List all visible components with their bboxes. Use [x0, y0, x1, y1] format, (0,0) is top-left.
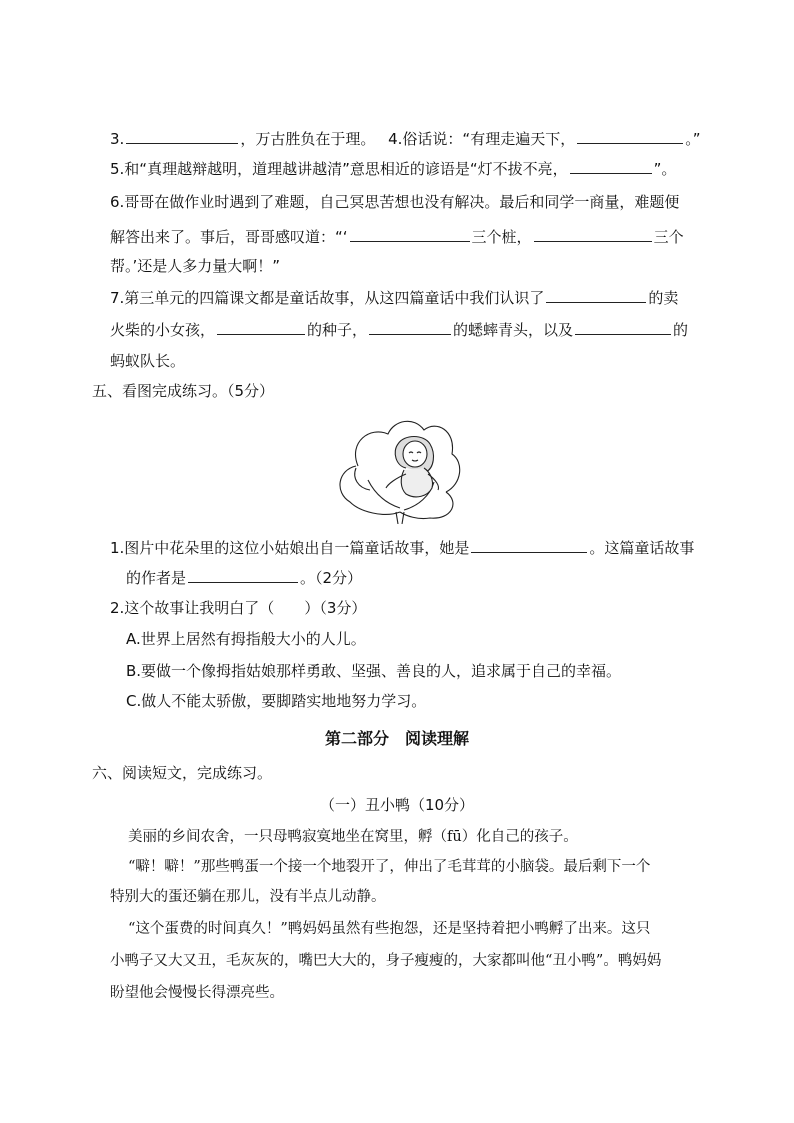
q7-text-b: 的卖: [648, 289, 679, 307]
q3-blank[interactable]: [126, 128, 238, 144]
part-two-title: 第二部分 阅读理解: [324, 729, 469, 748]
q4-end: 。”: [685, 130, 701, 148]
q6-text-a: 解答出来了。事后，哥哥感叹道：“‘: [110, 228, 348, 246]
story-paragraph-2-line2: 特别大的蛋还躺在那儿，没有半点儿动静。: [110, 889, 386, 905]
q7-text-a: 7.第三单元的四篇课文都是童话故事，从这四篇童话中我们认识了: [110, 289, 545, 307]
s5-q1-text-c: 的作者是: [126, 569, 187, 587]
option-b[interactable]: B.要做一个像拇指姑娘那样勇敢、坚强、善良的人，追求属于自己的幸福。: [126, 662, 622, 680]
q4-blank[interactable]: [577, 128, 683, 144]
option-c[interactable]: C.做人不能太骄傲，要脚踏实地地努力学习。: [126, 692, 427, 710]
thumbelina-flower-illustration: [330, 408, 466, 524]
q7-blank-1[interactable]: [546, 287, 646, 303]
story-subtitle: （一）丑小鸭（10分）: [319, 796, 475, 814]
question-7-line3: 蚂蚁队长。: [110, 352, 186, 370]
q4-text: 俗话说：“有理走遍天下，: [402, 130, 576, 148]
q5-end: ”。: [653, 160, 677, 178]
q6-blank-2[interactable]: [534, 226, 652, 242]
q5-blank[interactable]: [570, 158, 652, 174]
section-5-q1-line2: [126, 567, 362, 588]
section-5-q2: 2.这个故事让我明白了（ ）（3分）: [110, 599, 367, 617]
petal-fold: [355, 468, 370, 490]
q6-text-c: 三个: [653, 228, 684, 246]
left-petal: [340, 466, 400, 514]
question-6-line2: [110, 226, 684, 247]
question-6-line1: 6.哥哥在做作业时遇到了难题，自己冥思苦想也没有解决。最后和同学一商量，难题便: [110, 193, 680, 211]
option-a[interactable]: A.世界上居然有拇指般大小的人儿。: [126, 630, 366, 648]
girl-face: [403, 441, 427, 467]
stem: [396, 512, 398, 524]
story-paragraph-2-line1: “噼！噼！”那些鸭蛋一个接一个地裂开了，伸出了毛茸茸的小脑袋。最后剩下一个: [128, 859, 651, 875]
petal-fold: [368, 480, 400, 508]
q7-text-f: 的: [673, 321, 689, 339]
story-paragraph-3-line3: 盼望他会慢慢长得漂亮些。: [110, 985, 284, 1001]
question-7-line2: [110, 319, 688, 340]
q4-number: 4.: [388, 130, 403, 148]
girl-dress: [401, 468, 432, 497]
s5-q1-text-d: 。（2分）: [300, 569, 363, 587]
section-5-title: 五、看图完成练习。（5分）: [92, 382, 275, 400]
question-6-line3: 帮。’还是人多力量大啊！”: [110, 257, 281, 275]
question-5: [110, 158, 676, 179]
q5-text: 5.和“真理越辩越明，道理越讲越清”意思相近的谚语是“灯不拔不亮，: [110, 160, 568, 178]
q7-blank-4[interactable]: [575, 319, 671, 335]
question-3-4: [110, 128, 700, 149]
q3-text: ，万古胜负在于理。: [240, 130, 376, 148]
q7-text-e: 的蟋蟀青头，以及: [453, 321, 574, 339]
story-paragraph-3-line2: 小鸭子又大又丑，毛灰灰的，嘴巴大大的，身子瘦瘦的，大家都叫他“丑小鸭”。鸭妈妈: [110, 953, 662, 969]
q6-text-b: 三个桩，: [471, 228, 532, 246]
q7-text-d: 的种子，: [307, 321, 368, 339]
question-7-line1: [110, 287, 678, 308]
q7-blank-3[interactable]: [369, 319, 451, 335]
q3-number: 3.: [110, 130, 125, 148]
story-paragraph-1: 美丽的乡间农舍，一只母鸭寂寞地坐在窝里，孵（fū）化自己的孩子。: [128, 829, 578, 845]
s5-q1-text-b: 。这篇童话故事: [589, 539, 695, 557]
section-5-q1-line1: [110, 537, 694, 558]
q7-text-c: 火柴的小女孩，: [110, 321, 216, 339]
s5-q1-text-a: 1.图片中花朵里的这位小姑娘出自一篇童话故事，她是: [110, 539, 470, 557]
section-6-title: 六、阅读短文，完成练习。: [92, 764, 273, 782]
q6-blank-1[interactable]: [350, 226, 470, 242]
s5-q1-blank-2[interactable]: [188, 567, 298, 583]
q7-blank-2[interactable]: [217, 319, 305, 335]
s5-q1-blank-1[interactable]: [471, 537, 587, 553]
story-paragraph-3-line1: “这个蛋费的时间真久！”鸭妈妈虽然有些抱怨，还是坚持着把小鸭孵了出来。这只: [128, 921, 651, 937]
